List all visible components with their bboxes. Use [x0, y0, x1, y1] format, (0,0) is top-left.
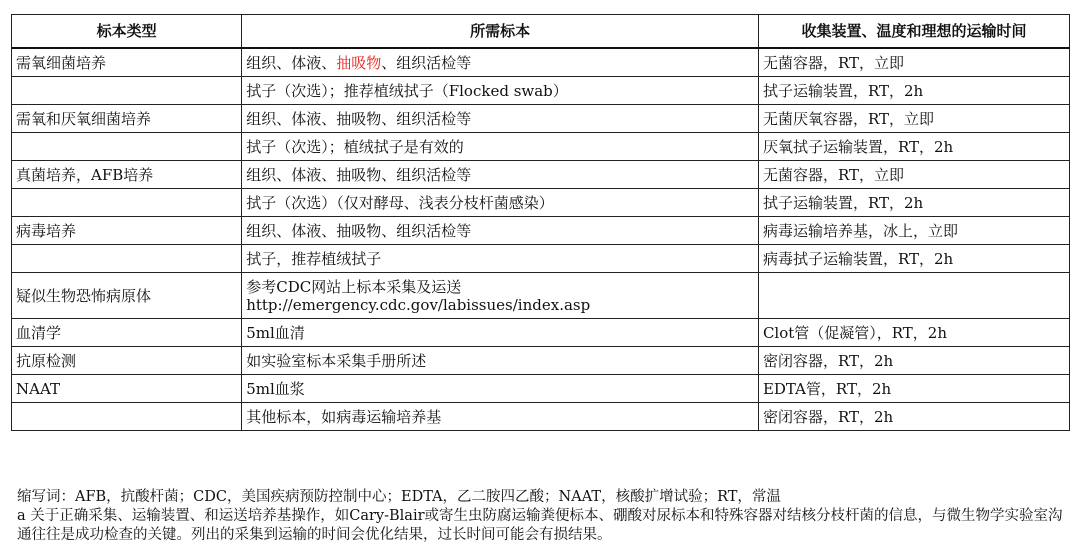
header-required-specimen: 所需标本 — [242, 15, 759, 49]
cell-type — [12, 133, 242, 161]
specimen-table — [11, 14, 1070, 431]
cell-specimen: 5ml血浆 — [242, 375, 759, 403]
table-row — [12, 133, 1070, 161]
cell-type: 疑似生物恐怖病原体 — [12, 273, 242, 319]
table-row — [12, 347, 1070, 375]
cell-specimen: 其他标本，如病毒运输培养基 — [242, 403, 759, 431]
header-collection-device: 收集装置、温度和理想的运输时间 — [758, 15, 1069, 49]
cell-device: 病毒拭子运输装置，RT，2h — [758, 245, 1069, 273]
cell-device: EDTA管，RT，2h — [758, 375, 1069, 403]
cell-specimen — [242, 48, 759, 77]
cell-specimen-text: 、组织活检等 — [381, 53, 472, 72]
table-row — [12, 48, 1070, 77]
cell-specimen-line: 参考CDC网站上标本采集及运送 — [246, 277, 462, 296]
cell-specimen: 组织、体液、抽吸物、组织活检等 — [242, 161, 759, 189]
cell-specimen: 拭子（次选）；植绒拭子是有效的 — [242, 133, 759, 161]
cell-specimen: 组织、体液、抽吸物、组织活检等 — [242, 105, 759, 133]
cell-type: 真菌培养，AFB培养 — [12, 161, 242, 189]
table-row — [12, 375, 1070, 403]
cell-device: 密闭容器，RT，2h — [758, 347, 1069, 375]
cdc-url-text: http://emergency.cdc.gov/labissues/index.asp — [246, 295, 591, 314]
cell-type: 需氧细菌培养 — [12, 48, 242, 77]
cell-specimen: 拭子，推荐植绒拭子 — [242, 245, 759, 273]
cell-type: 血清学 — [12, 319, 242, 347]
cell-type: 病毒培养 — [12, 217, 242, 245]
cell-specimen: 拭子（次选）；推荐植绒拭子（Flocked swab） — [242, 77, 759, 105]
table-row — [12, 161, 1070, 189]
cell-device: Clot管（促凝管），RT，2h — [758, 319, 1069, 347]
cell-specimen: 拭子（次选）（仅对酵母、浅表分枝杆菌感染） — [242, 189, 759, 217]
table-row — [12, 189, 1070, 217]
abbreviation-note: 缩写词：AFB，抗酸杆菌；CDC，美国疾病预防控制中心；EDTA，乙二胺四乙酸；NAAT，核酸扩增试验；RT，常温 — [17, 489, 781, 505]
cell-specimen — [242, 273, 759, 319]
cell-device: 拭子运输装置，RT，2h — [758, 189, 1069, 217]
table-row — [12, 403, 1070, 431]
table-row — [12, 217, 1070, 245]
cell-type: NAAT — [12, 375, 242, 403]
cell-specimen-text: 组织、体液、 — [246, 53, 337, 72]
cell-device: 无菌容器，RT，立即 — [758, 48, 1069, 77]
cell-device: 病毒运输培养基，冰上，立即 — [758, 217, 1069, 245]
table-row — [12, 245, 1070, 273]
table-notes — [17, 488, 1067, 545]
table-row — [12, 105, 1070, 133]
cell-device: 厌氧拭子运输装置，RT，2h — [758, 133, 1069, 161]
cell-specimen: 如实验室标本采集手册所述 — [242, 347, 759, 375]
footnote-a: a 关于正确采集、运输装置、和运送培养基操作，如Cary-Blair或寄生虫防腐运输粪便标本、硼酸对尿标本和特殊容器对结核分枝杆菌的信息，与微生物学实验室沟通往往是成功检查的关键。列出的采集到运输的时间会优化结果，过长时间可能会有损结果。 — [17, 508, 1063, 543]
table-row — [12, 273, 1070, 319]
cell-type: 抗原检测 — [12, 347, 242, 375]
cell-specimen: 5ml血清 — [242, 319, 759, 347]
cell-type — [12, 77, 242, 105]
cell-device: 无菌容器，RT，立即 — [758, 161, 1069, 189]
highlighted-text: 抽吸物 — [336, 53, 382, 72]
header-specimen-type: 标本类型 — [12, 15, 242, 49]
cell-device: 无菌厌氧容器，RT，立即 — [758, 105, 1069, 133]
cell-device: 密闭容器，RT，2h — [758, 403, 1069, 431]
cell-type — [12, 189, 242, 217]
cell-type — [12, 403, 242, 431]
table-header-row — [12, 15, 1070, 49]
cell-type: 需氧和厌氧细菌培养 — [12, 105, 242, 133]
cell-device: 拭子运输装置，RT，2h — [758, 77, 1069, 105]
table-row — [12, 77, 1070, 105]
table-row — [12, 319, 1070, 347]
cell-type — [12, 245, 242, 273]
cell-device — [758, 273, 1069, 319]
cell-specimen: 组织、体液、抽吸物、组织活检等 — [242, 217, 759, 245]
